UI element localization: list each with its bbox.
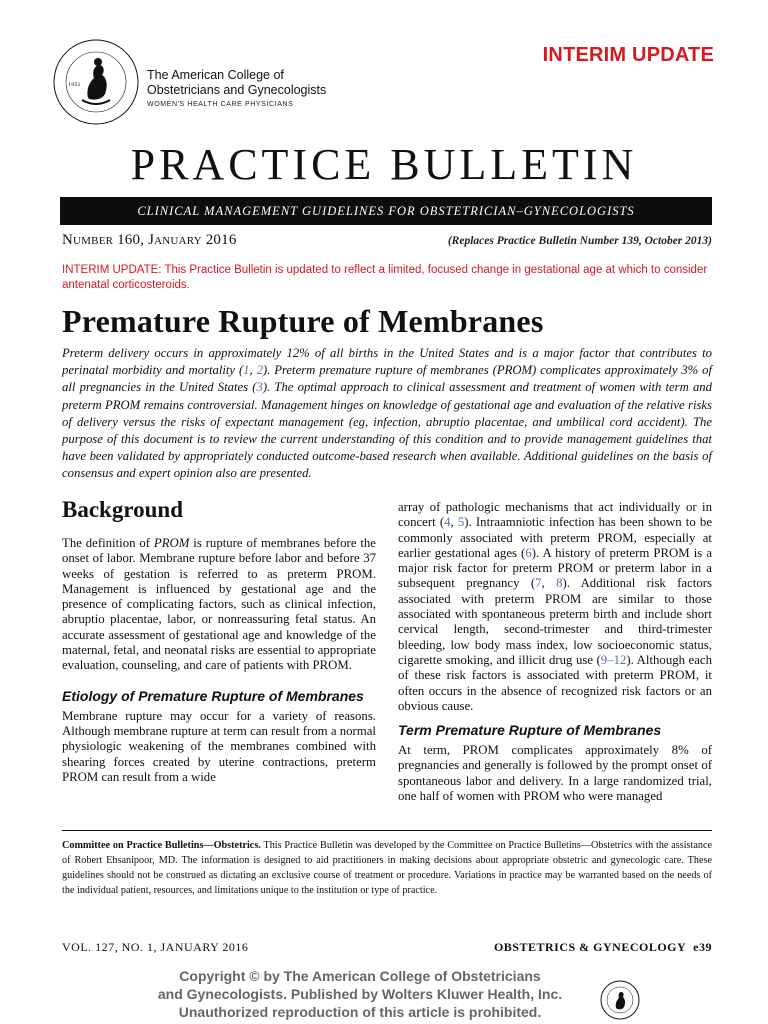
header [52, 38, 714, 128]
org-name [147, 68, 326, 108]
replaces-note: (Replaces Practice Bulletin Number 139, October 2013) [447, 235, 712, 247]
journal-page [494, 940, 712, 955]
journal-name: OBSTETRICS & GYNECOLOGY [493, 940, 687, 954]
masthead-title: PRACTICE BULLETIN [130, 140, 638, 189]
interim-update-note: INTERIM UPDATE: This Practice Bulletin is updated to reflect a limited, focused change in gestational age at which to consider antenatal corticosteroids. [62, 264, 708, 291]
copyright-line-1: Copyright © by The American College of Obstetricians [179, 968, 541, 984]
ref-link[interactable]: 5 [457, 515, 465, 530]
body-text: ). A history of preterm PROM is a major risk factor for preterm PROM or preterm labor in a subsequent pregnancy ( [398, 545, 712, 591]
committee-text: This Practice Bulletin was developed by the Committee on Practice Bulletins—Obstetrics with the assistance of Robert Ehsanipoor, MD. The information is designed to aid practitioners in making decisions about appropriate obstetric and gynecologic care. These guidelines should not be construed as dictating an exclusive course of treatment or procedure. Variations in practice may be warranted based on the needs of the individual patient, resources, and limitations unique to the institution or type of practice. [62, 840, 712, 896]
body-text: The definition of [62, 536, 154, 550]
volume-info: VOL. 127, NO. 1, JANUARY 2016 [62, 940, 249, 954]
committee-note [62, 838, 712, 898]
ref-link[interactable]: 9–12 [600, 652, 627, 667]
body-text: , [450, 515, 458, 530]
subheading-term-prom: Term Premature Rupture of Membranes [398, 722, 662, 739]
copyright-line-2: and Gynecologists. Published by Wolters Kluwer Health, Inc. [157, 986, 563, 1002]
page-number: e39 [693, 940, 712, 954]
interim-update-tag: INTERIM UPDATE [542, 44, 714, 66]
body-text: ). Although each of these risk factors is associated with preterm PROM, it often occurs in the absence of recognized risk factors or an obvious cause. [398, 652, 712, 713]
risk-paragraph [398, 500, 712, 714]
ref-link[interactable]: 3 [256, 380, 263, 395]
abstract [62, 345, 712, 483]
copyright-line-3: Unauthorized reproduction of this article is prohibited. [178, 1004, 542, 1020]
ref-link[interactable]: 8 [556, 576, 563, 591]
term-paragraph: At term, PROM complicates approximately 8% of pregnancies and generally is followed by the prompt onset of spontaneous labor and delivery. In a large randomized trial, one half of women with PROM who were managed [398, 743, 712, 804]
body-text: , [541, 576, 557, 591]
article-title: Premature Rupture of Membranes [62, 303, 544, 339]
committee-name: Committee on Practice Bulletins—Obstetrics. [62, 840, 261, 851]
body-text: is rupture of membranes before the onset of labor. Membrane rupture before labor and before 37 weeks of gestation is referred to as preterm PROM. Management is influenced by gestational age and the presence of complicating factors, such as clinical infection, abruptio placentae, labor, or nonreassuring fetal status. An accurate assessment of gestational age and knowledge of the maternal, fetal, and neonatal risks are essential to appropriate evaluation, counseling, and care of patients with PROM. [62, 536, 376, 673]
body-text: array of pathologic mechanisms that act individually or in concert ( [398, 500, 712, 530]
subheading-etiology: Etiology of Premature Rupture of Membranes [62, 687, 364, 704]
abstract-text: ). The optimal approach to clinical assessment and treatment of women with term and preterm PROM remains controversial. Management hinges on knowledge of gestational age and evaluation of the relative risks of delivery versus the risks of expectant management (eg, infection, abruptio placentae, and umbilical cord accident). The purpose of this document is to review the current understanding of this condition and to provide management guidelines that have been validated by appropriately conducted outcome-based research when available. Additional guidelines on the basis of consensus and expert opinion also are presented. [62, 380, 712, 481]
bulletin-number: Number 160, January 2016 [62, 232, 237, 248]
copyright-notice [100, 967, 620, 1021]
acog-seal-icon [52, 38, 140, 126]
ref-link[interactable]: 1 [243, 363, 250, 378]
acog-seal-small-icon [600, 980, 640, 1020]
ref-link[interactable]: 7 [535, 576, 542, 591]
footnote-divider [62, 830, 712, 831]
org-tagline: WOMEN'S HEALTH CARE PHYSICIANS [147, 101, 294, 108]
right-column [398, 500, 712, 804]
abstract-text: , [249, 363, 257, 378]
background-paragraph [62, 536, 376, 674]
left-column [62, 496, 376, 785]
org-line-2: Obstetricians and Gynecologists [147, 83, 327, 97]
ref-link[interactable]: 2 [256, 363, 263, 378]
masthead-subtitle-bar: CLINICAL MANAGEMENT GUIDELINES FOR OBSTETRICIAN–GYNECOLOGISTS [60, 197, 712, 225]
abstract-text: ). Preterm premature rupture of membranes (PROM) complicates approximately 3% of all pregnancies in the United States ( [62, 363, 713, 395]
prom-term: PROM [153, 536, 190, 550]
abstract-text: Preterm delivery occurs in approximately 12% of all births in the United States and is a major factor that contributes to perinatal morbidity and mortality ( [62, 346, 712, 378]
ref-link[interactable]: 4 [444, 515, 451, 530]
section-heading-background: Background [62, 497, 184, 522]
org-line-1: The American College of [147, 68, 284, 82]
svg-text:1951: 1951 [68, 82, 81, 88]
body-text: ). Intraamniotic infection has been shown to be commonly associated with preterm PROM, especially at earlier gestational ages ( [398, 515, 712, 560]
body-text: ). Additional risk factors associated with preterm PROM are similar to those associated with spontaneous preterm birth and include short cervical length, second-trimester and third-trimester bleeding, low body mass index, low socioeconomic status, cigarette smoking, and illicit drug use ( [398, 576, 712, 667]
ref-link[interactable]: 6 [525, 545, 532, 560]
etiology-paragraph: Membrane rupture may occur for a variety of reasons. Although membrane rupture at term can result from a normal physiologic weakening of the membranes combined with shearing forces created by uterine contractions, preterm PROM can result from a wide [62, 708, 376, 784]
